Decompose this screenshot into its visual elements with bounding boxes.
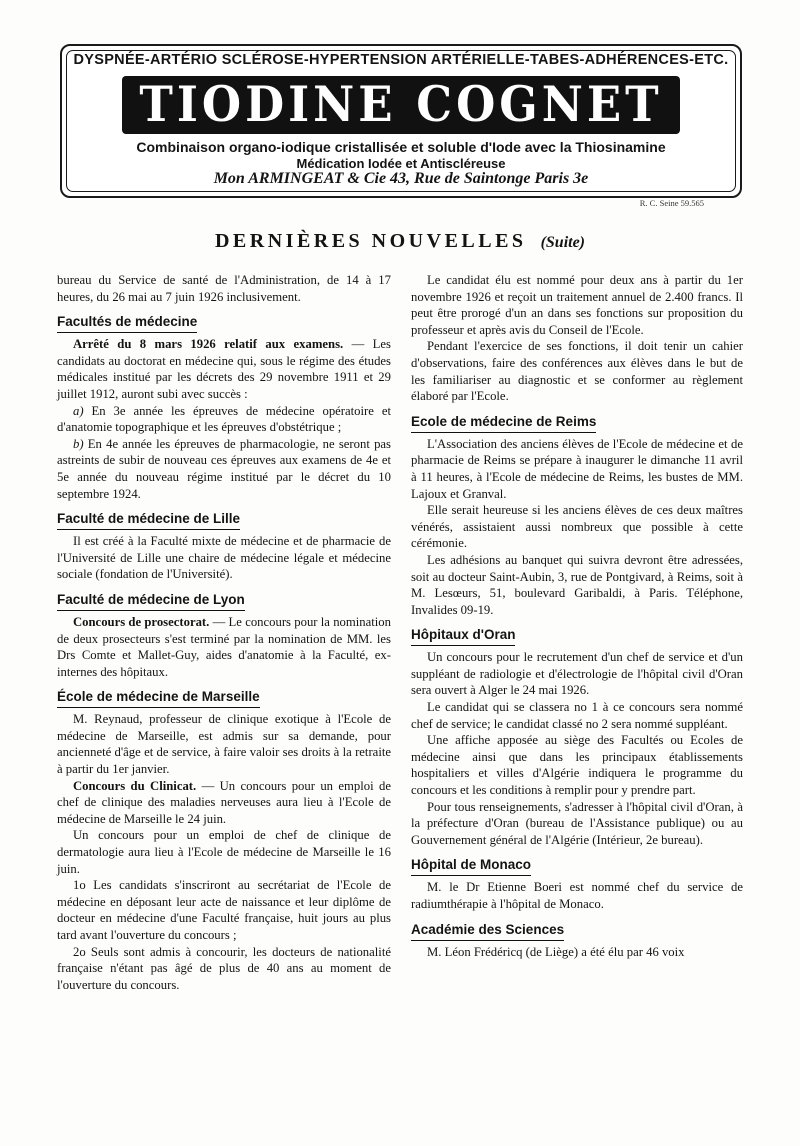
- facultes-item-b-label: b): [73, 436, 84, 451]
- page-title-main: DERNIÈRES NOUVELLES: [214, 230, 527, 252]
- ad-registration-ref: R. C. Seine 59.565: [639, 198, 704, 208]
- facultes-item-a-text: En 3e année les épreuves de médecine opératoire et d'anatomie topographique et les épreuves d'obstétrique ;: [57, 403, 391, 435]
- ad-indications: DYSPNÉE-ARTÉRIO SCLÉROSE-HYPERTENSION ARTÉRIELLE-TABES-ADHÉRENCES-ETC.: [73, 52, 729, 68]
- section-heading-reims: Ecole de médecine de Reims: [411, 414, 596, 433]
- left-intro: bureau du Service de santé de l'Administration, de 14 à 17 heures, du 26 mai au 7 juin 1926 inclusivement.: [57, 273, 391, 304]
- marseille-paragraph-1: M. Reynaud, professeur de clinique exotique à l'Ecole de médecine de Marseille, est admis sur sa demande, pour ancienneté d'âge et de service, à faire valoir ses droits à la retraite à partir du 1er janvier.: [57, 712, 391, 777]
- facultes-paragraph-1: [57, 336, 391, 402]
- academie-paragraph-1: M. Léon Frédéricq (de Liège) a été élu par 46 voix: [427, 944, 685, 959]
- monaco-paragraph-1: M. le Dr Etienne Boeri est nommé chef du service de radiumthérapie à l'hôpital de Monaco.: [411, 880, 743, 911]
- marseille-paragraph-4: 1o Les candidats s'inscriront au secrétariat de l'Ecole de médecine en déposant leur acte de naissance et leur diplôme de docteur en médecine d'une Faculté française, huit jours au plus tard avant l'ouverture du concours ;: [57, 878, 391, 942]
- right-intro-1: Le candidat élu est nommé pour deux ans à partir du 1er novembre 1926 et reçoit un traitement annuel de 2.400 francs. Il peut être prorogé d'un an dans ses fonctions sur proposition du professeur et après avis du Conseil de l'Ecole.: [411, 273, 743, 337]
- reims-paragraph-1: L'Association des anciens élèves de l'Ecole de médecine et de pharmacie de Reims se prépare à inaugurer le dimanche 11 avril à 11 heures, à l'Ecole de médecine de Reims, les bustes de MM. Lajoux et Granval.: [411, 436, 743, 501]
- page-title-suite: (Suite): [540, 234, 586, 251]
- oran-paragraph-2: Le candidat qui se classera no 1 à ce concours sera nommé chef de service; le candidat classé no 2 sera nommé suppléant.: [411, 700, 743, 731]
- section-heading-monaco: Hôpital de Monaco: [411, 857, 531, 876]
- section-heading-lille: Faculté de médecine de Lille: [57, 511, 240, 530]
- marseille-paragraph-3: Un concours pour un emploi de chef de clinique de dermatologie aura lieu à l'Ecole de médecine de Marseille le 16 juin.: [57, 828, 391, 876]
- oran-paragraph-1: Un concours pour le recrutement d'un chef de service et d'un suppléant de radiologie et d'électrologie de l'hôpital civil d'Oran sera ouvert à Alger le 24 mai 1926.: [411, 650, 743, 698]
- section-heading-marseille: École de médecine de Marseille: [57, 689, 260, 708]
- facultes-item-b-text: En 4e année les épreuves de pharmacologie, ne seront pas astreints de subir de nouveau ces épreuves aux examens de 4e et 5e année du nouveau régime institué par le décret du 10 septembre 1924.: [57, 436, 391, 501]
- left-column: [57, 272, 391, 993]
- ad-subtitle: Médication Iodée et Antiscléreuse: [296, 156, 506, 171]
- section-heading-academie: Académie des Sciences: [411, 922, 564, 941]
- facultes-arrete-text: — Les candidats au doctorat en médecine qui, sous le régime des études médicales institué par les décrets des 29 novembre 1911 et 29 juillet 1912, auront subi avec succès :: [57, 337, 391, 401]
- page-title: [0, 230, 800, 253]
- facultes-item-a-label: a): [73, 403, 84, 418]
- marseille-paragraph-2: [57, 778, 391, 828]
- lille-paragraph-1: Il est créé à la Faculté mixte de médecine et de pharmacie de l'Université de Lille une chaire de médecine légale et médecine sociale (fondation de l'Université).: [57, 534, 391, 582]
- section-heading-facultes: Facultés de médecine: [57, 314, 197, 333]
- lyon-concours-title: Concours de prosectorat.: [73, 614, 210, 629]
- ad-description: Combinaison organo-iodique cristallisée et soluble d'Iode avec la Thiosinamine: [136, 139, 666, 155]
- section-heading-oran: Hôpitaux d'Oran: [411, 627, 515, 646]
- facultes-paragraph-a: [57, 403, 391, 436]
- facultes-arrete-title: Arrêté du 8 mars 1926 relatif aux examens.: [73, 337, 344, 352]
- section-heading-lyon: Faculté de médecine de Lyon: [57, 592, 245, 611]
- marseille-paragraph-5: 2o Seuls sont admis à concourir, les docteurs de nationalité française n'étant pas âgé de plus de 40 ans au moment de l'ouverture du concours.: [57, 944, 391, 992]
- reims-paragraph-2: Elle serait heureuse si les anciens élèves de ces deux maîtres vénérés, assistaient aussi nombreux que possible à cette cérémonie.: [411, 503, 743, 551]
- ad-address: Mon ARMINGEAT & Cie 43, Rue de Saintonge Paris 3e: [213, 170, 589, 187]
- right-column: [411, 272, 743, 960]
- oran-paragraph-3: Une affiche apposée au siège des Facultés ou Ecoles de médecine ainsi que dans les principaux établissements hospitaliers et villes d'Algérie indiquera le programme du concours et les conditions à remplir pour y prendre part.: [411, 733, 743, 798]
- lyon-concours-text: — Le concours pour la nomination de deux prosecteurs s'est terminé par la nomination de MM. les Drs Comte et Mallet-Guy, aides d'anatomie à la Faculté, ex-internes des hôpitaux.: [57, 614, 391, 679]
- marseille-clinicat-text: — Un concours pour un emploi de chef de clinique des maladies nerveuses aura lieu à l'Ecole de médecine de Marseille le 24 juin.: [57, 778, 391, 826]
- advertisement-box: [60, 44, 742, 198]
- facultes-paragraph-b: [57, 436, 391, 502]
- lyon-paragraph-1: [57, 614, 391, 680]
- marseille-clinicat-title: Concours du Clinicat.: [73, 778, 197, 793]
- right-intro-2: Pendant l'exercice de ses fonctions, il doit tenir un cahier d'observations, faire des conférences aux élèves dans le but de les familiariser au diagnostic et se conformer au règlement élaboré par l'Ecole.: [411, 339, 743, 404]
- ad-brand-name: TIODINE COGNET: [139, 75, 663, 134]
- oran-paragraph-4: Pour tous renseignements, s'adresser à l'hôpital civil d'Oran, à la préfecture d'Oran (bureau de l'Assistance publique) ou au Gouvernement général de l'Algérie (Intérieur, 2e bureau).: [411, 799, 743, 847]
- reims-paragraph-3: Les adhésions au banquet qui suivra devront être adressées, soit au docteur Saint-Aubin, 3, rue de Pontgivard, à Reims, soit à M. Lesœurs, 51, boulevard Garibaldi, à Paris. Téléphone, Invalides 09-19.: [411, 552, 743, 617]
